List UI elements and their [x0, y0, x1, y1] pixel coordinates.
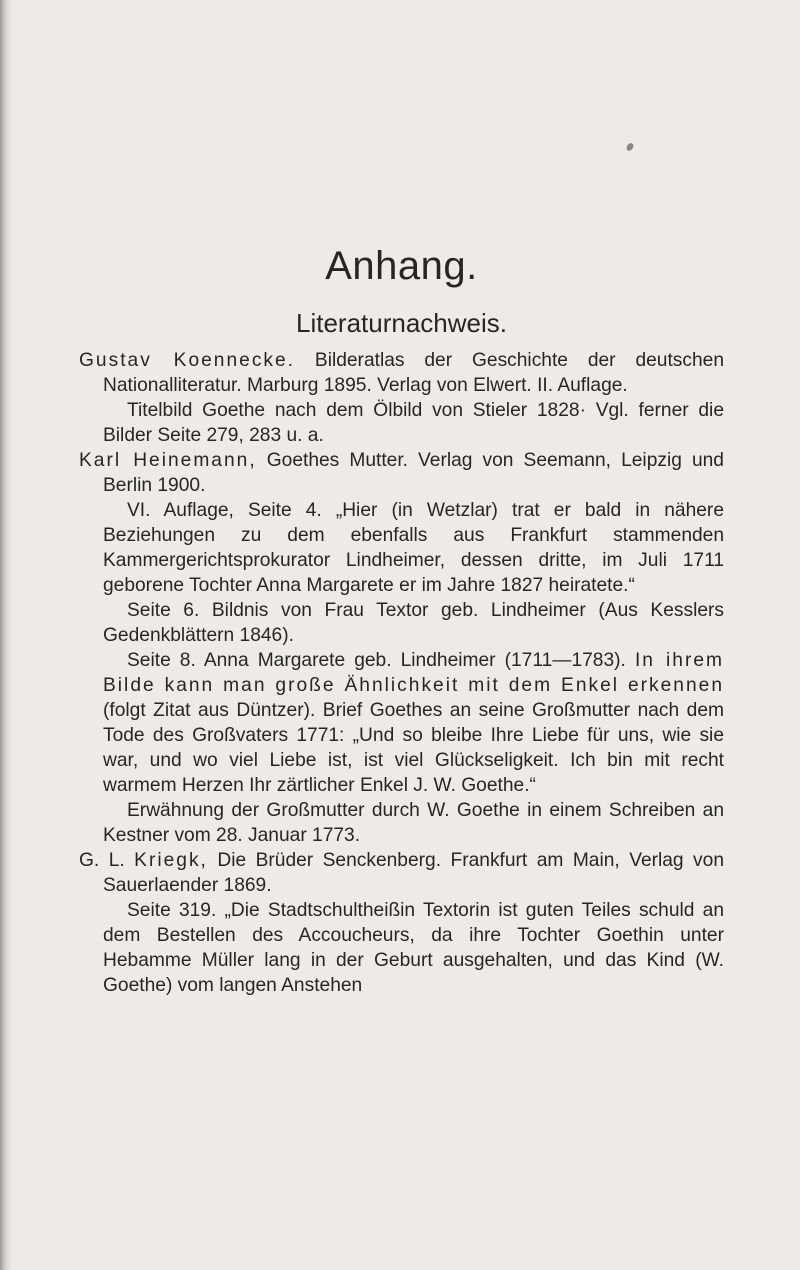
entry-text: Bilderatlas der Geschichte der deutschen Nationalliteratur. Marburg 1895. Verlag von Elwert. II. Auflage. [103, 350, 724, 396]
section-title: Literaturnachweis. [296, 308, 507, 338]
entry-author: Kriegk, [134, 850, 208, 871]
bibliography-entry [79, 848, 724, 898]
page-edge-shadow [0, 0, 12, 1270]
page-title: Anhang. [325, 244, 478, 288]
bibliography-entry [79, 448, 724, 498]
note-spaced-text: In ihrem Bilde kann man große Ähnlichkeit mit dem Enkel erkennen [103, 650, 724, 696]
note-text: (folgt Zitat aus Düntzer). Brief Goethes an seine Großmutter nach dem Tode des Großvaters 1771: „Und so bleibe Ihre Liebe für uns, wie sie war, und wo viel Liebe ist, ist viel Glückseligkeit. Ich bin mit recht warmem Herzen Ihr zärtlicher Enkel J. W. Goethe.“ [103, 700, 724, 796]
entry-text: Die Brüder Senckenberg. Frankfurt am Main, Verlag von Sauerlaender 1869. [103, 850, 724, 896]
entry-text: Goethes Mutter. Verlag von Seemann, Leipzig und Berlin 1900. [103, 450, 724, 496]
entry-note: Seite 6. Bildnis von Frau Textor geb. Lindheimer (Aus Kesslers Gedenkblättern 1846). [103, 600, 724, 646]
entry-note: Erwähnung der Großmutter durch W. Goethe in einem Schreiben an Kestner vom 28. Januar 1773. [103, 800, 724, 846]
entry-note: VI. Auflage, Seite 4. „Hier (in Wetzlar) trat er bald in nähere Beziehungen zu dem ebenfalls aus Frankfurt stammenden Kammergerichtsprokurator Lindheimer, dessen dritte, im Juli 1711 geborene Tochter Anna Margarete er im Jahre 1827 heiratete.“ [103, 500, 724, 596]
entry-note: Seite 319. „Die Stadtschultheißin Textorin ist guten Teiles schuld an dem Bestellen des Accoucheurs, da ihre Tochter Goethin unter Hebamme Müller lang in der Geburt ausgehalten, und das Kind (W. Goethe) vom langen Anstehen [103, 900, 724, 996]
note-text: Seite 8. Anna Margarete geb. Lindheimer (1711—1783). [127, 650, 635, 671]
entry-initial: G. L. [79, 850, 135, 871]
bibliography-entry [79, 348, 724, 398]
paper-speck [626, 142, 635, 152]
entry-note [79, 648, 724, 798]
bibliography-list [79, 348, 724, 998]
entry-note: Titelbild Goethe nach dem Ölbild von Stieler 1828· Vgl. ferner die Bilder Seite 279, 283 u. a. [103, 400, 724, 446]
entry-author: Karl Heinemann, [79, 450, 257, 471]
entry-author: Gustav Koennecke. [79, 350, 296, 371]
